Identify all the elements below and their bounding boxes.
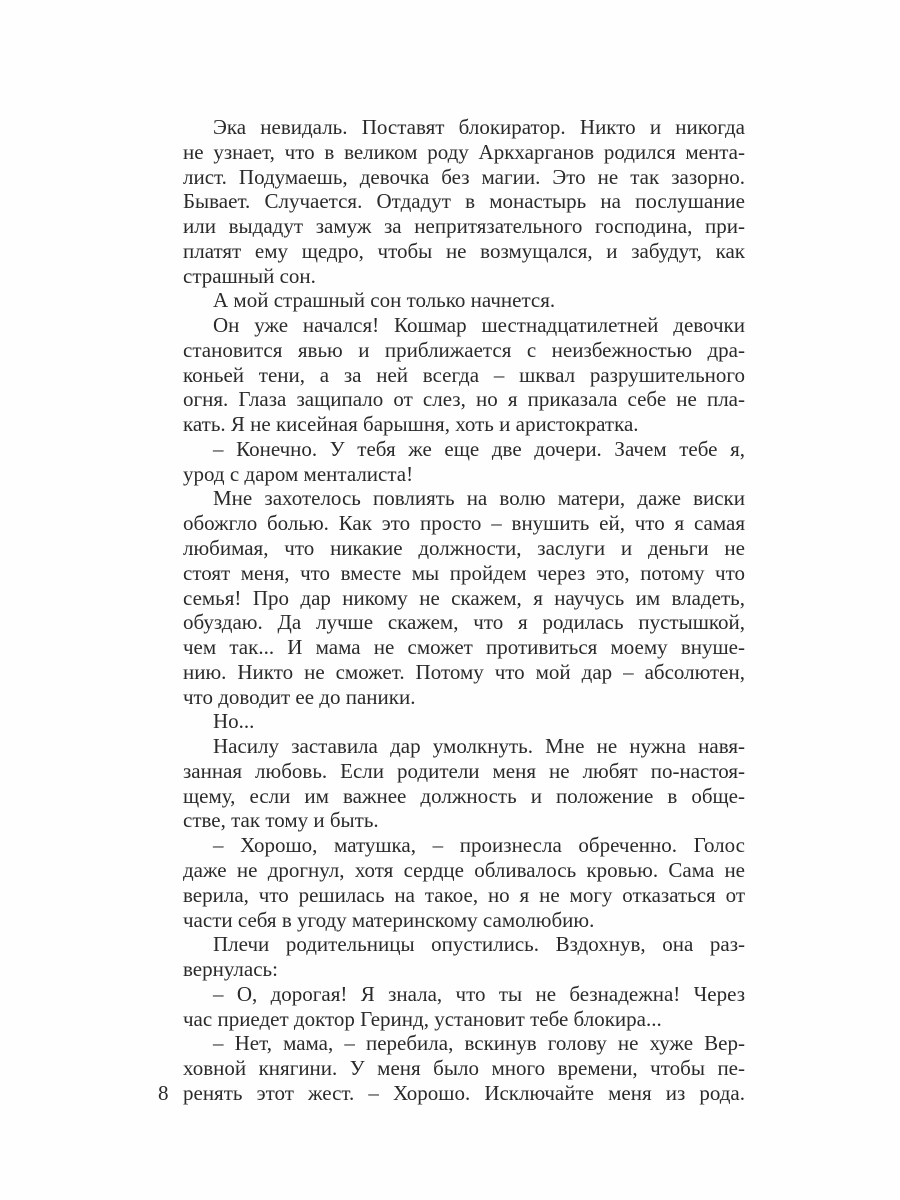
text-line: становится явью и приближается с неизбежностью дра-: [183, 337, 745, 362]
text-line: – Конечно. У тебя же еще две дочери. Зачем тебе я,: [213, 436, 745, 461]
paragraph: [183, 437, 745, 487]
text-line: Плечи родительницы опустились. Вздохнув, она раз-: [213, 932, 745, 957]
text-line: чем так... И мама не сможет противиться моему внуше-: [183, 635, 745, 660]
text-line: – О, дорогая! Я знала, что ты не безнадежна! Через: [213, 981, 745, 1006]
text-line: нию. Никто не сможет. Потому что мой дар – абсолютен,: [183, 659, 745, 684]
text-line: что доводит ее до паники.: [183, 684, 416, 709]
paragraph: [183, 982, 745, 1032]
text-line: страшный сон.: [183, 263, 316, 288]
text-line: обожгло болью. Как это просто – внушить ей, что я самая: [183, 511, 745, 536]
text-line: стоят меня, что вместе мы пройдем через это, потому что: [183, 560, 745, 585]
text-line: Насилу заставила дар умолкнуть. Мне не нужна навя-: [213, 734, 745, 759]
text-line: верила, что решилась на такое, но я не могу отказаться от: [183, 882, 745, 907]
paragraph: [183, 115, 745, 288]
text-line: занная любовь. Если родители меня не любят по-настоя-: [183, 758, 745, 783]
text-line: Но...: [213, 709, 255, 734]
text-line: – Нет, мама, – перебила, вскинув голову не хуже Вер-: [213, 1031, 745, 1056]
text-line: или выдадут замуж за непритязательного господина, при-: [183, 214, 745, 239]
text-line: А мой страшный сон только начнется.: [213, 288, 556, 313]
text-line: ховной княгини. У меня было много времени, чтобы пе-: [183, 1056, 745, 1081]
text-line: не узнает, что в великом роду Аркхарганов родился мента-: [183, 139, 745, 164]
page-number: 8: [158, 1081, 169, 1105]
paragraph: [183, 709, 745, 734]
paragraph: [183, 932, 745, 982]
text-line: час приедет доктор Геринд, установит тебе блокира...: [183, 1006, 662, 1031]
text-line: кать. Я не кисейная барышня, хоть и аристократка.: [183, 412, 639, 437]
paragraph: [183, 1031, 745, 1105]
text-line: обуздаю. Да лучше скажем, что я родилась пустышкой,: [183, 610, 745, 635]
text-line: Он уже начался! Кошмар шестнадцатилетней девочки: [213, 313, 745, 338]
text-line: Бывает. Случается. Отдадут в монастырь на послушание: [183, 189, 745, 214]
paragraph: [183, 486, 745, 709]
paragraph: [183, 833, 745, 932]
text-line: вернулась:: [183, 957, 278, 982]
paragraph: [183, 313, 745, 437]
text-line: платят ему щедро, чтобы не возмущался, и забудут, как: [183, 238, 745, 263]
text-line: Мне захотелось повлиять на волю матери, даже виски: [213, 486, 745, 511]
text-line: Эка невидаль. Поставят блокиратор. Никто и никогда: [213, 115, 745, 139]
text-line: лист. Подумаешь, девочка без магии. Это не так зазорно.: [183, 164, 745, 189]
text-line: части себя в угоду материнскому самолюбию.: [183, 907, 595, 932]
text-line: любимая, что никакие должности, заслуги и деньги не: [183, 536, 745, 561]
paragraph: [183, 734, 745, 833]
paragraph: [183, 288, 745, 313]
text-line: стве, так тому и быть.: [183, 808, 379, 833]
text-line: семья! Про дар никому не скажем, я научусь им владеть,: [183, 585, 745, 610]
text-line: урод с даром менталиста!: [183, 461, 414, 486]
text-line: даже не дрогнул, хотя сердце обливалось кровью. Сама не: [183, 857, 745, 882]
text-line: щему, если им важнее должность и положение в обще-: [183, 783, 745, 808]
text-line: коньей тени, а за ней всегда – шквал разрушительного: [183, 362, 745, 387]
text-line: огня. Глаза защипало от слез, но я приказала себе не пла-: [183, 387, 745, 412]
text-line: ренять этот жест. – Хорошо. Исключайте меня из рода.: [183, 1080, 745, 1105]
body-text: [183, 115, 745, 1106]
text-line: – Хорошо, матушка, – произнесла обреченно. Голос: [213, 833, 745, 858]
